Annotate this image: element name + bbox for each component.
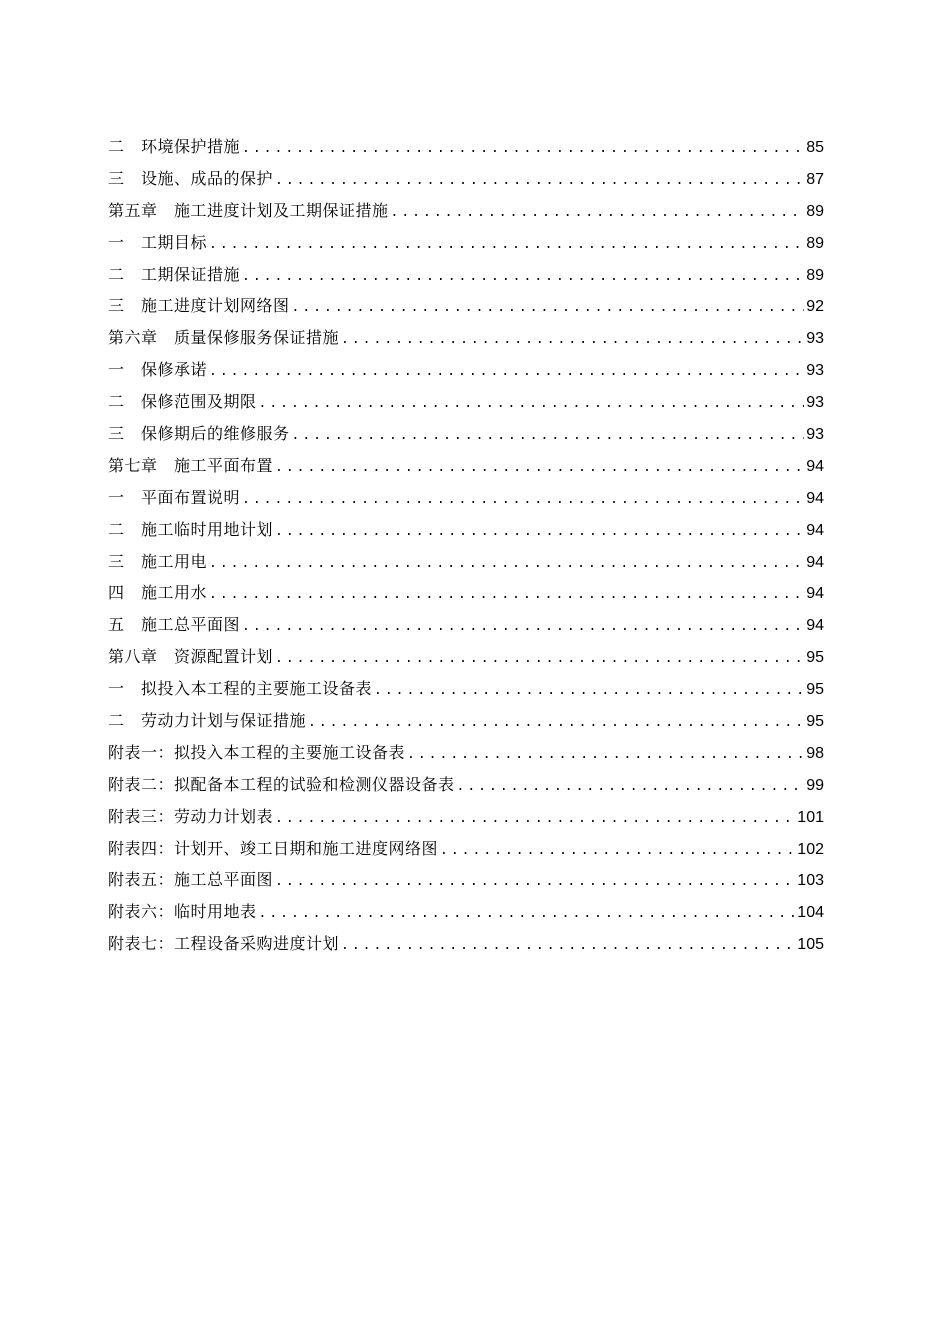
toc-leader-dots bbox=[275, 516, 804, 548]
toc-entry-page: 89 bbox=[806, 202, 824, 220]
toc-entry-page: 93 bbox=[806, 426, 824, 444]
toc-entry[interactable] bbox=[108, 131, 824, 163]
toc-entry-page: 102 bbox=[797, 840, 824, 858]
toc-leader-dots bbox=[391, 197, 805, 229]
toc-leader-dots bbox=[275, 452, 804, 484]
toc-entry[interactable] bbox=[108, 577, 824, 609]
toc-entry-page: 98 bbox=[806, 744, 824, 762]
toc-leader-dots bbox=[242, 484, 804, 516]
toc-entry[interactable] bbox=[108, 290, 824, 322]
toc-leader-dots bbox=[209, 229, 804, 261]
toc-leader-dots bbox=[209, 356, 804, 388]
toc-entry-page: 89 bbox=[806, 266, 824, 284]
toc-leader-dots bbox=[209, 548, 804, 580]
toc-entry-page: 99 bbox=[806, 776, 824, 794]
toc-entry[interactable] bbox=[108, 609, 824, 641]
toc-entry[interactable] bbox=[108, 896, 824, 928]
toc-entry-title: 二 劳动力计划与保证措施 bbox=[108, 711, 307, 731]
toc-entry-title: 三 施工进度计划网络图 bbox=[108, 296, 290, 316]
toc-leader-dots bbox=[341, 324, 804, 356]
toc-leader-dots bbox=[209, 579, 804, 611]
toc-entry-page: 95 bbox=[806, 649, 824, 667]
toc-entry-page: 101 bbox=[797, 808, 824, 826]
toc-entry-title: 三 施工用电 bbox=[108, 551, 208, 571]
toc-entry-page: 93 bbox=[806, 330, 824, 348]
toc-entry-title: 附表三：劳动力计划表 bbox=[108, 806, 274, 826]
toc-entry-title: 一 拟投入本工程的主要施工设备表 bbox=[108, 679, 373, 699]
table-of-contents bbox=[108, 131, 824, 960]
toc-entry-title: 附表七：工程设备采购进度计划 bbox=[108, 934, 340, 954]
toc-entry-title: 附表五：施工总平面图 bbox=[108, 870, 274, 890]
toc-entry[interactable] bbox=[108, 482, 824, 514]
toc-entry-page: 95 bbox=[806, 713, 824, 731]
toc-entry[interactable] bbox=[108, 259, 824, 291]
toc-leader-dots bbox=[242, 133, 804, 165]
toc-entry[interactable] bbox=[108, 322, 824, 354]
toc-entry-title: 第八章 资源配置计划 bbox=[108, 647, 274, 667]
toc-entry[interactable] bbox=[108, 418, 824, 450]
toc-entry-page: 94 bbox=[806, 489, 824, 507]
toc-entry[interactable] bbox=[108, 450, 824, 482]
toc-entry-title: 第六章 质量保修服务保证措施 bbox=[108, 328, 340, 348]
toc-entry[interactable] bbox=[108, 705, 824, 737]
toc-leader-dots bbox=[242, 261, 804, 293]
toc-entry-page: 95 bbox=[806, 681, 824, 699]
toc-entry-title: 二 工期保证措施 bbox=[108, 264, 241, 284]
toc-entry-page: 94 bbox=[806, 585, 824, 603]
toc-entry-page: 93 bbox=[806, 362, 824, 380]
toc-entry[interactable] bbox=[108, 386, 824, 418]
toc-leader-dots bbox=[457, 771, 805, 803]
toc-leader-dots bbox=[292, 292, 805, 324]
toc-entry-title: 二 施工临时用地计划 bbox=[108, 519, 274, 539]
toc-entry-title: 二 保修范围及期限 bbox=[108, 392, 257, 412]
toc-entry[interactable] bbox=[108, 928, 824, 960]
toc-entry-page: 87 bbox=[806, 170, 824, 188]
toc-entry[interactable] bbox=[108, 354, 824, 386]
toc-entry[interactable] bbox=[108, 546, 824, 578]
toc-entry-title: 第七章 施工平面布置 bbox=[108, 455, 274, 475]
toc-leader-dots bbox=[440, 835, 795, 867]
toc-entry-title: 五 施工总平面图 bbox=[108, 615, 241, 635]
toc-entry[interactable] bbox=[108, 163, 824, 195]
toc-entry[interactable] bbox=[108, 514, 824, 546]
toc-entry-page: 93 bbox=[806, 394, 824, 412]
toc-entry-page: 103 bbox=[797, 872, 824, 890]
toc-entry[interactable] bbox=[108, 195, 824, 227]
toc-entry-title: 一 平面布置说明 bbox=[108, 487, 241, 507]
toc-entry-title: 四 施工用水 bbox=[108, 583, 208, 603]
toc-leader-dots bbox=[292, 420, 805, 452]
toc-leader-dots bbox=[275, 803, 795, 835]
toc-leader-dots bbox=[308, 707, 804, 739]
toc-leader-dots bbox=[242, 611, 804, 643]
toc-leader-dots bbox=[275, 866, 795, 898]
toc-entry-title: 一 保修承诺 bbox=[108, 360, 208, 380]
toc-entry-page: 85 bbox=[806, 139, 824, 156]
toc-entry-title: 三 保修期后的维修服务 bbox=[108, 424, 290, 444]
toc-entry[interactable] bbox=[108, 801, 824, 833]
toc-leader-dots bbox=[275, 643, 804, 675]
toc-entry-title: 附表六：临时用地表 bbox=[108, 902, 257, 922]
toc-leader-dots bbox=[259, 898, 796, 930]
toc-entry-page: 94 bbox=[806, 521, 824, 539]
toc-entry-title: 附表二：拟配备本工程的试验和检测仪器设备表 bbox=[108, 774, 455, 794]
toc-leader-dots bbox=[259, 388, 805, 420]
toc-entry[interactable] bbox=[108, 864, 824, 896]
toc-entry[interactable] bbox=[108, 833, 824, 865]
toc-entry[interactable] bbox=[108, 673, 824, 705]
toc-leader-dots bbox=[407, 739, 804, 771]
toc-entry-page: 105 bbox=[797, 936, 824, 954]
toc-entry[interactable] bbox=[108, 641, 824, 673]
toc-entry-page: 104 bbox=[797, 904, 824, 922]
toc-entry[interactable] bbox=[108, 769, 824, 801]
toc-entry-page: 89 bbox=[806, 234, 824, 252]
toc-entry-title: 附表一：拟投入本工程的主要施工设备表 bbox=[108, 742, 406, 762]
toc-entry-page: 94 bbox=[806, 553, 824, 571]
toc-entry-title: 三 设施、成品的保护 bbox=[108, 168, 274, 188]
toc-entry[interactable] bbox=[108, 227, 824, 259]
toc-entry[interactable] bbox=[108, 737, 824, 769]
toc-entry-page: 94 bbox=[806, 457, 824, 475]
toc-leader-dots bbox=[341, 930, 795, 962]
toc-entry-title: 二 环境保护措施 bbox=[108, 137, 241, 156]
toc-entry-title: 第五章 施工进度计划及工期保证措施 bbox=[108, 200, 389, 220]
toc-leader-dots bbox=[275, 165, 804, 197]
toc-leader-dots bbox=[374, 675, 804, 707]
toc-entry-page: 94 bbox=[806, 617, 824, 635]
toc-entry-page: 92 bbox=[806, 298, 824, 316]
toc-entry-title: 附表四：计划开、竣工日期和施工进度网络图 bbox=[108, 838, 439, 858]
toc-entry-title: 一 工期目标 bbox=[108, 232, 208, 252]
